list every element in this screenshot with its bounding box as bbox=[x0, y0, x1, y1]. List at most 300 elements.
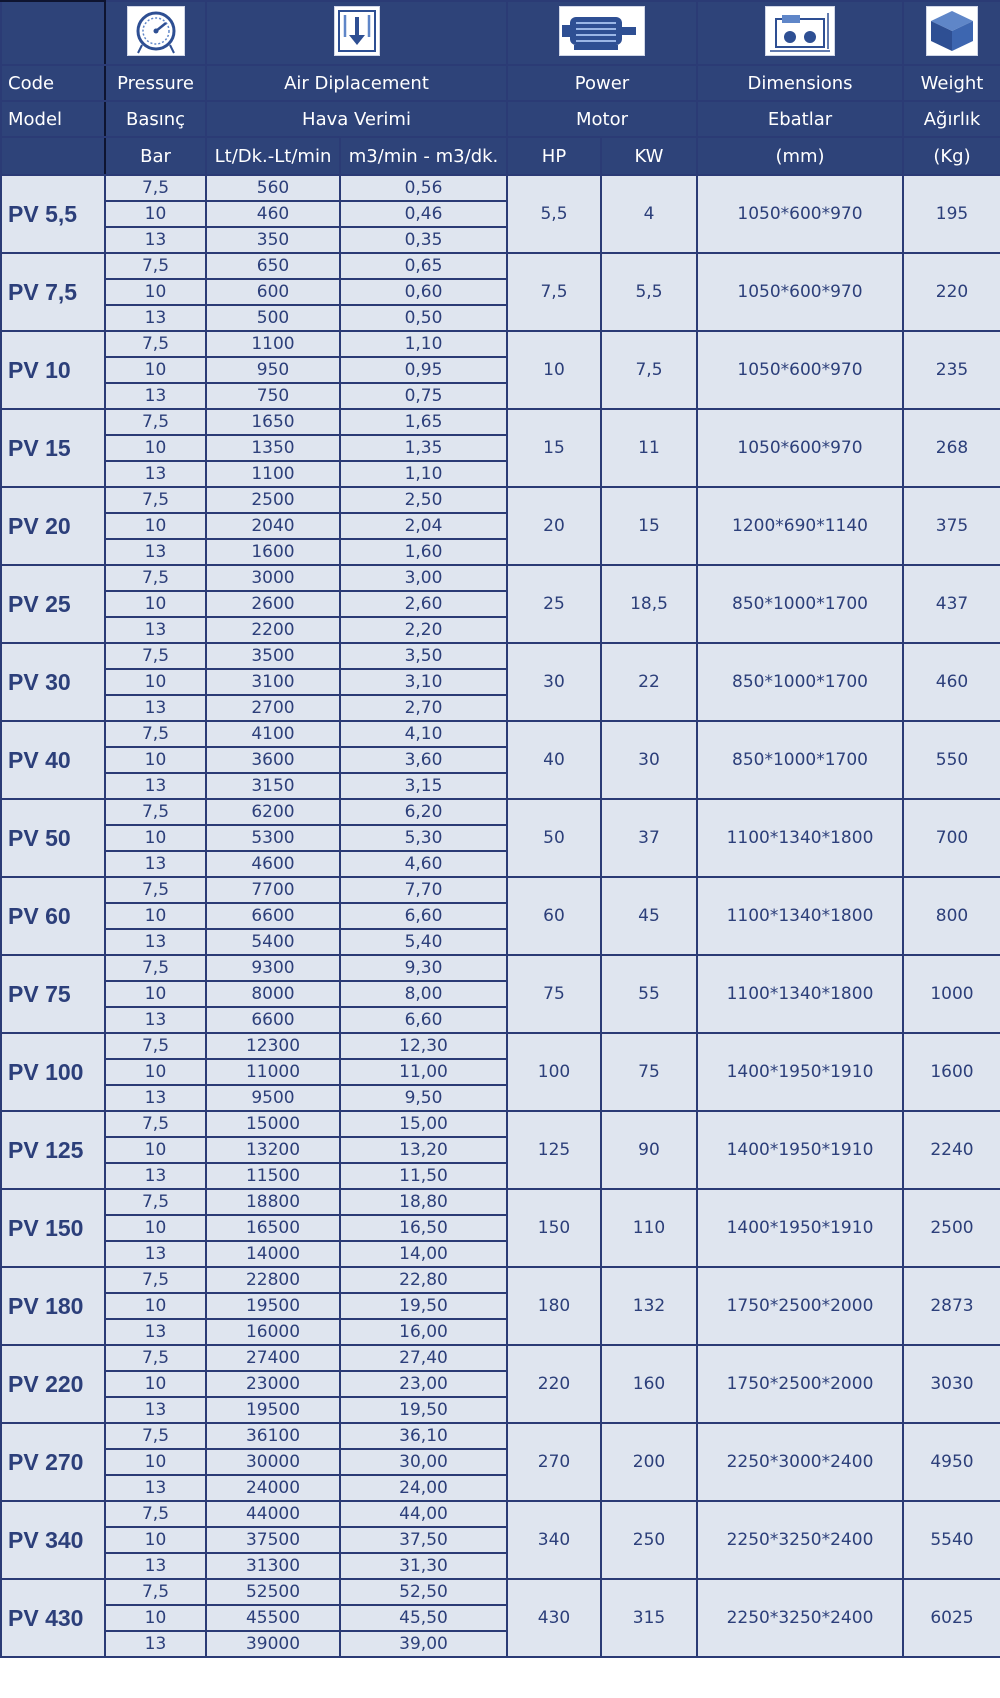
dimensions-mm: 1400*1950*1910 bbox=[697, 1033, 903, 1111]
air-m3-min: 12,30 bbox=[340, 1033, 507, 1059]
power-hp: 60 bbox=[507, 877, 601, 955]
air-lt-min: 4600 bbox=[206, 851, 340, 877]
power-kw: 110 bbox=[601, 1189, 697, 1267]
table-row bbox=[1, 565, 1000, 591]
air-lt-min: 30000 bbox=[206, 1449, 340, 1475]
power-kw: 11 bbox=[601, 409, 697, 487]
weight-kg: 375 bbox=[903, 487, 1000, 565]
table-row bbox=[1, 955, 1000, 981]
dimensions-icon-cell bbox=[697, 1, 903, 65]
weight-kg: 5540 bbox=[903, 1501, 1000, 1579]
table-row bbox=[1, 487, 1000, 513]
power-kw: 45 bbox=[601, 877, 697, 955]
air-lt-min: 11500 bbox=[206, 1163, 340, 1189]
air-m3-min: 11,50 bbox=[340, 1163, 507, 1189]
air-m3-min: 0,46 bbox=[340, 201, 507, 227]
air-m3-min: 0,65 bbox=[340, 253, 507, 279]
pressure-bar: 10 bbox=[105, 981, 206, 1007]
air-lt-min: 2600 bbox=[206, 591, 340, 617]
power-hp: 75 bbox=[507, 955, 601, 1033]
pressure-bar: 7,5 bbox=[105, 721, 206, 747]
air-m3-min: 4,60 bbox=[340, 851, 507, 877]
model-name: PV 75 bbox=[1, 955, 105, 1033]
header-kw: KW bbox=[601, 137, 697, 175]
pressure-bar: 13 bbox=[105, 461, 206, 487]
air-lt-min: 52500 bbox=[206, 1579, 340, 1605]
air-lt-min: 460 bbox=[206, 201, 340, 227]
dimensions-mm: 1100*1340*1800 bbox=[697, 955, 903, 1033]
dimensions-mm: 1050*600*970 bbox=[697, 253, 903, 331]
model-name: PV 340 bbox=[1, 1501, 105, 1579]
pressure-bar: 7,5 bbox=[105, 1033, 206, 1059]
electric-motor-icon bbox=[559, 6, 645, 56]
air-lt-min: 13200 bbox=[206, 1137, 340, 1163]
pressure-bar: 10 bbox=[105, 1215, 206, 1241]
air-m3-min: 1,10 bbox=[340, 331, 507, 357]
model-name: PV 7,5 bbox=[1, 253, 105, 331]
pressure-bar: 10 bbox=[105, 279, 206, 305]
pressure-bar: 10 bbox=[105, 1059, 206, 1085]
weight-kg: 460 bbox=[903, 643, 1000, 721]
power-hp: 5,5 bbox=[507, 175, 601, 253]
power-hp: 340 bbox=[507, 1501, 601, 1579]
pressure-bar: 7,5 bbox=[105, 877, 206, 903]
dimensions-mm: 850*1000*1700 bbox=[697, 643, 903, 721]
pressure-bar: 13 bbox=[105, 1241, 206, 1267]
air-m3-min: 52,50 bbox=[340, 1579, 507, 1605]
air-m3-min: 39,00 bbox=[340, 1631, 507, 1657]
air-m3-min: 31,30 bbox=[340, 1553, 507, 1579]
table-row bbox=[1, 1345, 1000, 1371]
pressure-bar: 7,5 bbox=[105, 175, 206, 201]
air-m3-min: 15,00 bbox=[340, 1111, 507, 1137]
air-lt-min: 22800 bbox=[206, 1267, 340, 1293]
power-hp: 180 bbox=[507, 1267, 601, 1345]
dimensions-mm: 1050*600*970 bbox=[697, 331, 903, 409]
header-mm: (mm) bbox=[697, 137, 903, 175]
air-m3-min: 30,00 bbox=[340, 1449, 507, 1475]
table-row bbox=[1, 1423, 1000, 1449]
table-row bbox=[1, 1501, 1000, 1527]
air-m3-min: 2,50 bbox=[340, 487, 507, 513]
air-m3-min: 6,60 bbox=[340, 1007, 507, 1033]
model-name: PV 15 bbox=[1, 409, 105, 487]
power-kw: 30 bbox=[601, 721, 697, 799]
header-hava-verimi: Hava Verimi bbox=[206, 101, 507, 137]
air-flow-icon bbox=[334, 6, 380, 56]
pressure-bar: 7,5 bbox=[105, 1579, 206, 1605]
header-pressure: Pressure bbox=[105, 65, 206, 101]
weight-kg: 220 bbox=[903, 253, 1000, 331]
dimensions-mm: 2250*3250*2400 bbox=[697, 1501, 903, 1579]
model-name: PV 220 bbox=[1, 1345, 105, 1423]
compressor-dimensions-icon bbox=[765, 6, 835, 56]
pressure-bar: 7,5 bbox=[105, 487, 206, 513]
weight-kg: 2873 bbox=[903, 1267, 1000, 1345]
air-lt-min: 23000 bbox=[206, 1371, 340, 1397]
air-m3-min: 0,60 bbox=[340, 279, 507, 305]
power-kw: 7,5 bbox=[601, 331, 697, 409]
header-basinc: Basınç bbox=[105, 101, 206, 137]
air-m3-min: 3,50 bbox=[340, 643, 507, 669]
air-lt-min: 45500 bbox=[206, 1605, 340, 1631]
air-lt-min: 2500 bbox=[206, 487, 340, 513]
air-lt-min: 950 bbox=[206, 357, 340, 383]
pressure-bar: 13 bbox=[105, 1319, 206, 1345]
air-m3-min: 5,40 bbox=[340, 929, 507, 955]
pressure-bar: 7,5 bbox=[105, 955, 206, 981]
air-lt-min: 5400 bbox=[206, 929, 340, 955]
pressure-bar: 13 bbox=[105, 929, 206, 955]
air-lt-min: 2040 bbox=[206, 513, 340, 539]
pressure-bar: 7,5 bbox=[105, 1345, 206, 1371]
power-hp: 10 bbox=[507, 331, 601, 409]
pressure-bar: 7,5 bbox=[105, 253, 206, 279]
air-m3-min: 7,70 bbox=[340, 877, 507, 903]
pressure-bar: 13 bbox=[105, 1007, 206, 1033]
air-lt-min: 27400 bbox=[206, 1345, 340, 1371]
weight-kg: 437 bbox=[903, 565, 1000, 643]
header-kg: (Kg) bbox=[903, 137, 1000, 175]
model-name: PV 270 bbox=[1, 1423, 105, 1501]
air-lt-min: 16000 bbox=[206, 1319, 340, 1345]
pressure-bar: 10 bbox=[105, 1449, 206, 1475]
power-kw: 90 bbox=[601, 1111, 697, 1189]
pressure-bar: 7,5 bbox=[105, 1267, 206, 1293]
air-m3-min: 23,00 bbox=[340, 1371, 507, 1397]
air-m3-min: 5,30 bbox=[340, 825, 507, 851]
header-lt-unit: Lt/Dk.-Lt/min bbox=[206, 137, 340, 175]
table-row bbox=[1, 175, 1000, 201]
air-m3-min: 0,95 bbox=[340, 357, 507, 383]
air-m3-min: 19,50 bbox=[340, 1397, 507, 1423]
model-name: PV 150 bbox=[1, 1189, 105, 1267]
air-lt-min: 750 bbox=[206, 383, 340, 409]
power-kw: 75 bbox=[601, 1033, 697, 1111]
weight-kg: 550 bbox=[903, 721, 1000, 799]
pressure-bar: 10 bbox=[105, 513, 206, 539]
pressure-bar: 13 bbox=[105, 1475, 206, 1501]
header-bar: Bar bbox=[105, 137, 206, 175]
header-code-corner bbox=[1, 1, 105, 65]
pressure-bar: 7,5 bbox=[105, 1501, 206, 1527]
weight-kg: 800 bbox=[903, 877, 1000, 955]
header-m3-unit: m3/min - m3/dk. bbox=[340, 137, 507, 175]
power-hp: 50 bbox=[507, 799, 601, 877]
dimensions-mm: 1400*1950*1910 bbox=[697, 1111, 903, 1189]
air-m3-min: 0,35 bbox=[340, 227, 507, 253]
table-row bbox=[1, 799, 1000, 825]
table-row bbox=[1, 1579, 1000, 1605]
air-m3-min: 2,20 bbox=[340, 617, 507, 643]
dimensions-mm: 850*1000*1700 bbox=[697, 565, 903, 643]
air-lt-min: 7700 bbox=[206, 877, 340, 903]
model-name: PV 60 bbox=[1, 877, 105, 955]
power-hp: 100 bbox=[507, 1033, 601, 1111]
header-motor: Motor bbox=[507, 101, 697, 137]
pressure-bar: 10 bbox=[105, 1293, 206, 1319]
air-lt-min: 2200 bbox=[206, 617, 340, 643]
air-m3-min: 1,60 bbox=[340, 539, 507, 565]
air-lt-min: 16500 bbox=[206, 1215, 340, 1241]
air-lt-min: 44000 bbox=[206, 1501, 340, 1527]
table-row bbox=[1, 1267, 1000, 1293]
weight-kg: 1000 bbox=[903, 955, 1000, 1033]
air-lt-min: 1600 bbox=[206, 539, 340, 565]
air-lt-min: 4100 bbox=[206, 721, 340, 747]
header-ebatlar: Ebatlar bbox=[697, 101, 903, 137]
air-lt-min: 3600 bbox=[206, 747, 340, 773]
air-m3-min: 0,56 bbox=[340, 175, 507, 201]
table-row bbox=[1, 1111, 1000, 1137]
air-lt-min: 650 bbox=[206, 253, 340, 279]
pressure-bar: 13 bbox=[105, 851, 206, 877]
weight-kg: 2240 bbox=[903, 1111, 1000, 1189]
pressure-bar: 10 bbox=[105, 825, 206, 851]
dimensions-mm: 1100*1340*1800 bbox=[697, 877, 903, 955]
power-hp: 220 bbox=[507, 1345, 601, 1423]
power-hp: 430 bbox=[507, 1579, 601, 1657]
pressure-bar: 10 bbox=[105, 1605, 206, 1631]
pressure-bar: 13 bbox=[105, 1085, 206, 1111]
air-lt-min: 11000 bbox=[206, 1059, 340, 1085]
air-m3-min: 16,50 bbox=[340, 1215, 507, 1241]
air-m3-min: 6,60 bbox=[340, 903, 507, 929]
air-lt-min: 3500 bbox=[206, 643, 340, 669]
air-lt-min: 36100 bbox=[206, 1423, 340, 1449]
table-header bbox=[1, 1, 1000, 175]
air-lt-min: 3100 bbox=[206, 669, 340, 695]
pressure-bar: 10 bbox=[105, 1137, 206, 1163]
pressure-bar: 10 bbox=[105, 435, 206, 461]
header-model: Model bbox=[1, 101, 105, 137]
dimensions-mm: 2250*3000*2400 bbox=[697, 1423, 903, 1501]
weight-kg: 700 bbox=[903, 799, 1000, 877]
model-name: PV 5,5 bbox=[1, 175, 105, 253]
air-lt-min: 2700 bbox=[206, 695, 340, 721]
weight-kg: 3030 bbox=[903, 1345, 1000, 1423]
dimensions-mm: 1400*1950*1910 bbox=[697, 1189, 903, 1267]
air-m3-min: 11,00 bbox=[340, 1059, 507, 1085]
air-m3-min: 9,50 bbox=[340, 1085, 507, 1111]
weight-kg: 1600 bbox=[903, 1033, 1000, 1111]
pressure-bar: 10 bbox=[105, 669, 206, 695]
header-hp: HP bbox=[507, 137, 601, 175]
power-kw: 22 bbox=[601, 643, 697, 721]
air-m3-min: 3,00 bbox=[340, 565, 507, 591]
header-code: Code bbox=[1, 65, 105, 101]
power-hp: 7,5 bbox=[507, 253, 601, 331]
power-kw: 5,5 bbox=[601, 253, 697, 331]
model-name: PV 20 bbox=[1, 487, 105, 565]
pressure-bar: 13 bbox=[105, 1553, 206, 1579]
header-air-displacement: Air Diplacement bbox=[206, 65, 507, 101]
power-kw: 18,5 bbox=[601, 565, 697, 643]
air-lt-min: 39000 bbox=[206, 1631, 340, 1657]
air-lt-min: 6600 bbox=[206, 903, 340, 929]
pressure-bar: 7,5 bbox=[105, 565, 206, 591]
table-body bbox=[1, 175, 1000, 1657]
air-lt-min: 15000 bbox=[206, 1111, 340, 1137]
air-m3-min: 45,50 bbox=[340, 1605, 507, 1631]
air-m3-min: 9,30 bbox=[340, 955, 507, 981]
model-name: PV 10 bbox=[1, 331, 105, 409]
air-icon-cell bbox=[206, 1, 507, 65]
air-lt-min: 9300 bbox=[206, 955, 340, 981]
air-lt-min: 14000 bbox=[206, 1241, 340, 1267]
pressure-bar: 10 bbox=[105, 1371, 206, 1397]
air-lt-min: 12300 bbox=[206, 1033, 340, 1059]
air-lt-min: 5300 bbox=[206, 825, 340, 851]
air-m3-min: 6,20 bbox=[340, 799, 507, 825]
power-kw: 4 bbox=[601, 175, 697, 253]
table-row bbox=[1, 331, 1000, 357]
pressure-bar: 7,5 bbox=[105, 643, 206, 669]
weight-icon-cell bbox=[903, 1, 1000, 65]
pressure-bar: 10 bbox=[105, 903, 206, 929]
power-hp: 40 bbox=[507, 721, 601, 799]
header-dimensions: Dimensions bbox=[697, 65, 903, 101]
air-lt-min: 24000 bbox=[206, 1475, 340, 1501]
air-lt-min: 6200 bbox=[206, 799, 340, 825]
air-m3-min: 3,10 bbox=[340, 669, 507, 695]
weight-kg: 235 bbox=[903, 331, 1000, 409]
power-hp: 15 bbox=[507, 409, 601, 487]
pressure-bar: 7,5 bbox=[105, 799, 206, 825]
pressure-bar: 13 bbox=[105, 1163, 206, 1189]
table-row bbox=[1, 1189, 1000, 1215]
air-m3-min: 8,00 bbox=[340, 981, 507, 1007]
model-name: PV 50 bbox=[1, 799, 105, 877]
air-m3-min: 3,60 bbox=[340, 747, 507, 773]
pressure-bar: 13 bbox=[105, 773, 206, 799]
table-row bbox=[1, 1033, 1000, 1059]
pressure-bar: 13 bbox=[105, 305, 206, 331]
air-m3-min: 2,70 bbox=[340, 695, 507, 721]
pressure-bar: 13 bbox=[105, 539, 206, 565]
dimensions-mm: 2250*3250*2400 bbox=[697, 1579, 903, 1657]
dimensions-mm: 1750*2500*2000 bbox=[697, 1267, 903, 1345]
air-lt-min: 19500 bbox=[206, 1293, 340, 1319]
air-lt-min: 18800 bbox=[206, 1189, 340, 1215]
power-hp: 30 bbox=[507, 643, 601, 721]
pressure-bar: 13 bbox=[105, 617, 206, 643]
table-row bbox=[1, 721, 1000, 747]
air-m3-min: 27,40 bbox=[340, 1345, 507, 1371]
air-lt-min: 500 bbox=[206, 305, 340, 331]
air-m3-min: 37,50 bbox=[340, 1527, 507, 1553]
weight-kg: 4950 bbox=[903, 1423, 1000, 1501]
air-lt-min: 6600 bbox=[206, 1007, 340, 1033]
air-m3-min: 22,80 bbox=[340, 1267, 507, 1293]
air-m3-min: 16,00 bbox=[340, 1319, 507, 1345]
model-name: PV 180 bbox=[1, 1267, 105, 1345]
weight-box-icon bbox=[926, 6, 978, 56]
model-name: PV 30 bbox=[1, 643, 105, 721]
power-kw: 200 bbox=[601, 1423, 697, 1501]
air-m3-min: 1,35 bbox=[340, 435, 507, 461]
power-kw: 37 bbox=[601, 799, 697, 877]
dimensions-mm: 850*1000*1700 bbox=[697, 721, 903, 799]
pressure-bar: 13 bbox=[105, 383, 206, 409]
power-hp: 20 bbox=[507, 487, 601, 565]
air-lt-min: 350 bbox=[206, 227, 340, 253]
air-lt-min: 3000 bbox=[206, 565, 340, 591]
air-lt-min: 1100 bbox=[206, 331, 340, 357]
model-name: PV 40 bbox=[1, 721, 105, 799]
pressure-bar: 10 bbox=[105, 747, 206, 773]
pressure-bar: 13 bbox=[105, 227, 206, 253]
weight-kg: 195 bbox=[903, 175, 1000, 253]
air-lt-min: 9500 bbox=[206, 1085, 340, 1111]
air-m3-min: 24,00 bbox=[340, 1475, 507, 1501]
air-m3-min: 18,80 bbox=[340, 1189, 507, 1215]
dimensions-mm: 1200*690*1140 bbox=[697, 487, 903, 565]
air-lt-min: 600 bbox=[206, 279, 340, 305]
weight-kg: 6025 bbox=[903, 1579, 1000, 1657]
header-power: Power bbox=[507, 65, 697, 101]
pressure-bar: 13 bbox=[105, 1397, 206, 1423]
air-m3-min: 3,15 bbox=[340, 773, 507, 799]
air-m3-min: 14,00 bbox=[340, 1241, 507, 1267]
air-lt-min: 37500 bbox=[206, 1527, 340, 1553]
air-lt-min: 8000 bbox=[206, 981, 340, 1007]
power-hp: 125 bbox=[507, 1111, 601, 1189]
air-lt-min: 1650 bbox=[206, 409, 340, 435]
dimensions-mm: 1050*600*970 bbox=[697, 409, 903, 487]
power-hp: 270 bbox=[507, 1423, 601, 1501]
power-icon-cell bbox=[507, 1, 697, 65]
power-kw: 15 bbox=[601, 487, 697, 565]
header-agirlik: Ağırlık bbox=[903, 101, 1000, 137]
air-m3-min: 2,04 bbox=[340, 513, 507, 539]
header-code-blank bbox=[1, 137, 105, 175]
model-name: PV 125 bbox=[1, 1111, 105, 1189]
weight-kg: 268 bbox=[903, 409, 1000, 487]
header-weight: Weight bbox=[903, 65, 1000, 101]
air-lt-min: 19500 bbox=[206, 1397, 340, 1423]
pressure-bar: 13 bbox=[105, 695, 206, 721]
power-kw: 132 bbox=[601, 1267, 697, 1345]
power-kw: 55 bbox=[601, 955, 697, 1033]
air-m3-min: 13,20 bbox=[340, 1137, 507, 1163]
power-kw: 315 bbox=[601, 1579, 697, 1657]
dimensions-mm: 1050*600*970 bbox=[697, 175, 903, 253]
model-name: PV 25 bbox=[1, 565, 105, 643]
pressure-bar: 10 bbox=[105, 591, 206, 617]
table-row bbox=[1, 409, 1000, 435]
pressure-bar: 10 bbox=[105, 357, 206, 383]
air-m3-min: 1,65 bbox=[340, 409, 507, 435]
table-row bbox=[1, 643, 1000, 669]
pressure-gauge-icon bbox=[127, 6, 185, 56]
pressure-bar: 7,5 bbox=[105, 1189, 206, 1215]
pressure-bar: 13 bbox=[105, 1631, 206, 1657]
air-m3-min: 0,50 bbox=[340, 305, 507, 331]
pressure-bar: 7,5 bbox=[105, 409, 206, 435]
power-hp: 25 bbox=[507, 565, 601, 643]
pressure-bar: 7,5 bbox=[105, 1111, 206, 1137]
air-m3-min: 0,75 bbox=[340, 383, 507, 409]
table-row bbox=[1, 253, 1000, 279]
air-m3-min: 19,50 bbox=[340, 1293, 507, 1319]
table-row bbox=[1, 877, 1000, 903]
air-m3-min: 44,00 bbox=[340, 1501, 507, 1527]
pressure-bar: 7,5 bbox=[105, 1423, 206, 1449]
air-m3-min: 36,10 bbox=[340, 1423, 507, 1449]
air-m3-min: 4,10 bbox=[340, 721, 507, 747]
dimensions-mm: 1100*1340*1800 bbox=[697, 799, 903, 877]
